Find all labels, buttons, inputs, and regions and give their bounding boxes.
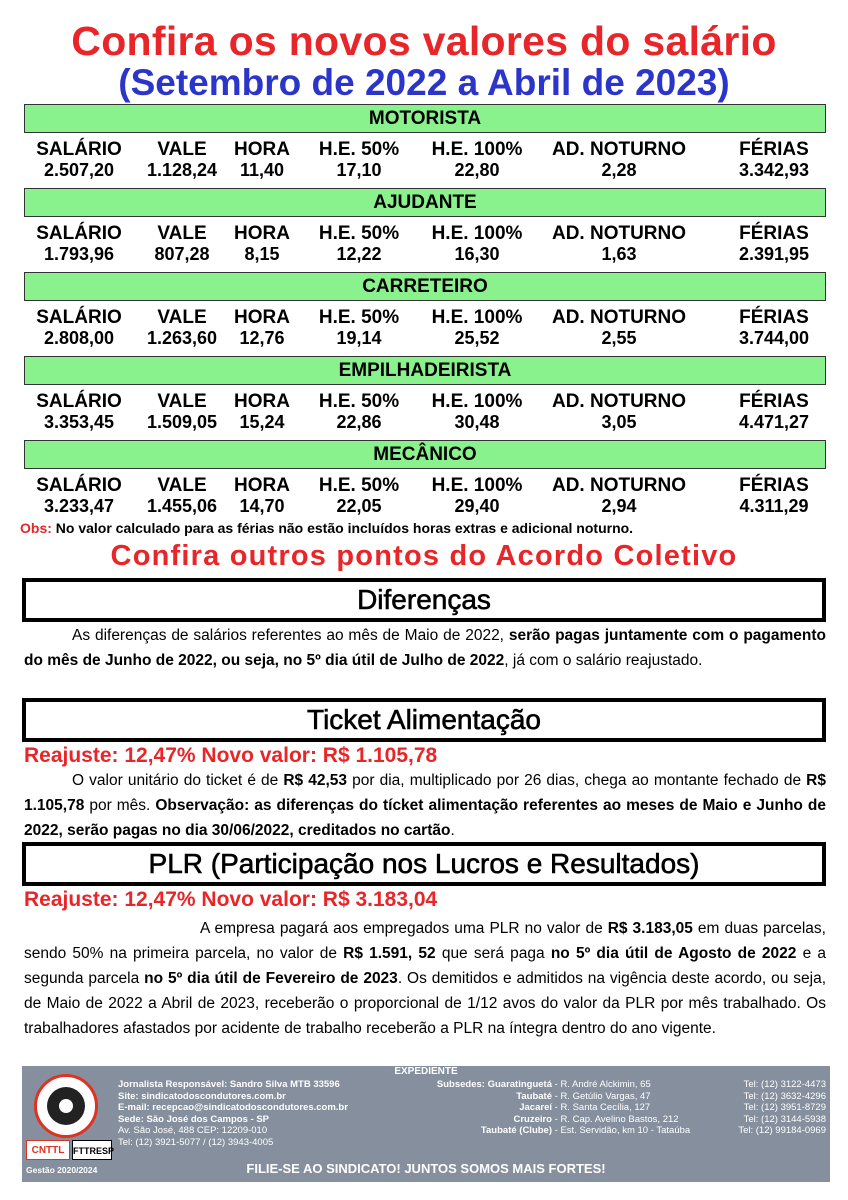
- column-label: SALÁRIO: [36, 139, 122, 160]
- fttresp-logo: FTTRESP: [72, 1140, 112, 1160]
- column-label: FÉRIAS: [739, 223, 809, 244]
- salary-value: 19,14: [336, 328, 382, 348]
- page-title: Confira os novos valores do salário: [71, 18, 777, 64]
- salary-value: 3.342,93: [738, 160, 810, 180]
- category-column-labels: [24, 139, 826, 161]
- salary-value: 3.233,47: [43, 496, 115, 516]
- salary-value: 1.263,60: [146, 328, 218, 348]
- salary-value: 3.744,00: [738, 328, 810, 348]
- category-header: MOTORISTA: [24, 104, 826, 133]
- category-values: [24, 495, 826, 517]
- diferencas-title: Diferenças: [22, 578, 826, 622]
- column-label: HORA: [234, 307, 290, 328]
- salary-value: 1.128,24: [146, 160, 218, 180]
- column-label: VALE: [157, 391, 207, 412]
- footer-contact: [118, 1079, 348, 1148]
- salary-value: 2,28: [601, 160, 637, 180]
- footer-subsede-phones: Tel: (12) 3122-4473 Tel: (12) 3632-4296 Tel: (12) 3951-8729 Tel: (12) 3144-5938 Tel: (12) 99184-0969: [738, 1079, 826, 1136]
- column-label: H.E. 50%: [318, 475, 400, 496]
- salary-value: 12,76: [239, 328, 285, 348]
- column-label: HORA: [234, 223, 290, 244]
- salary-value: 8,15: [244, 244, 280, 264]
- obs-text: No valor calculado para as férias não estão incluídos horas extras e adicional noturno.: [55, 520, 634, 536]
- salary-value: 807,28: [154, 244, 210, 264]
- gestao-label: Gestão 2020/2024: [26, 1165, 98, 1175]
- cnttl-logo: CNTTL: [26, 1140, 70, 1160]
- salary-value: 4.311,29: [739, 496, 809, 516]
- column-label: HORA: [234, 391, 290, 412]
- salary-value: 1,63: [601, 244, 637, 264]
- footer-jornalista: Jornalista Responsável: Sandro Silva MTB 33596: [118, 1079, 340, 1090]
- column-label: VALE: [157, 307, 207, 328]
- column-label: H.E. 50%: [318, 391, 400, 412]
- column-label: H.E. 100%: [431, 139, 523, 160]
- salary-value: 2.507,20: [43, 160, 115, 180]
- column-label: H.E. 100%: [431, 391, 523, 412]
- salary-value: 22,05: [336, 496, 382, 516]
- ticket-reajuste: Reajuste: 12,47% Novo valor: R$ 1.105,78: [24, 744, 438, 767]
- salary-value: 12,22: [336, 244, 382, 264]
- column-label: SALÁRIO: [36, 307, 122, 328]
- footer-endereco: Av. São José, 488 CEP: 12209-010: [118, 1125, 268, 1136]
- salary-value: 15,24: [239, 412, 285, 432]
- footer-site[interactable]: Site: sindicatodoscondutores.com.br: [118, 1090, 286, 1102]
- union-logo-icon: [34, 1074, 98, 1138]
- plr-title: PLR (Participação nos Lucros e Resultados): [22, 842, 826, 886]
- salary-value: 3,05: [601, 412, 637, 432]
- column-label: VALE: [157, 223, 207, 244]
- column-label: AD. NOTURNO: [551, 475, 687, 496]
- category-column-labels: [24, 223, 826, 245]
- salary-value: 11,40: [239, 160, 285, 180]
- column-label: H.E. 100%: [431, 223, 523, 244]
- footer-email[interactable]: E-mail: recepcao@sindicatodoscondutores.com.br: [118, 1102, 348, 1113]
- category-column-labels: [24, 391, 826, 413]
- salary-value: 22,80: [454, 160, 500, 180]
- salary-value: 4.471,27: [738, 412, 810, 432]
- column-label: AD. NOTURNO: [551, 391, 687, 412]
- column-label: HORA: [234, 475, 290, 496]
- section-title: Confira outros pontos do Acordo Coletivo: [110, 540, 738, 572]
- column-label: HORA: [234, 139, 290, 160]
- footer-subsedes: Subsedes: Guaratinguetá - R. André Alckimin, 65 Taubaté - R. Getúlio Vargas, 47 Jacareí - R. Santa Cecília, 127 Cruzeiro - R. Cap. Avelino Bastos, 212 Taubaté (Clube) - Est. Servidão, km 10 - Tataúba: [436, 1079, 691, 1136]
- salary-value: 2,94: [601, 496, 637, 516]
- ticket-paragraph: O valor unitário do ticket é de R$ 42,53 por dia, multiplicado por 26 dias, chega ao montante fechado de R$ 1.105,78 por mês. Observação: as diferenças do tícket alimentação referentes ao meses de Maio e Junho de 2022, serão pagas no dia 30/06/2022, creditados no cartão.: [24, 772, 826, 839]
- plr-reajuste: Reajuste: 12,47% Novo valor: R$ 3.183,04: [24, 888, 438, 911]
- salary-value: 3.353,45: [43, 412, 115, 432]
- ticket-title: Ticket Alimentação: [22, 698, 826, 742]
- category-column-labels: [24, 307, 826, 329]
- footer-sede: Sede: São José dos Campos - SP: [118, 1113, 269, 1125]
- column-label: VALE: [157, 475, 207, 496]
- salary-value: 2,55: [601, 328, 637, 348]
- category-header: MECÂNICO: [24, 440, 826, 469]
- salary-value: 1.509,05: [146, 412, 218, 432]
- column-label: SALÁRIO: [36, 391, 122, 412]
- column-label: FÉRIAS: [739, 139, 809, 160]
- category-header: EMPILHADEIRISTA: [24, 356, 826, 385]
- expediente-label: EXPEDIENTE: [394, 1066, 458, 1077]
- column-label: AD. NOTURNO: [551, 223, 687, 244]
- footer-tel-sede: Tel: (12) 3921-5077 / (12) 3943-4005: [118, 1136, 274, 1148]
- diferencas-paragraph: As diferenças de salários referentes ao mês de Maio de 2022, serão pagas juntamente com o pagamento do mês de Junho de 2022, ou seja, no 5º dia útil de Julho de 2022, já com o salário reajustado.: [24, 627, 826, 669]
- column-label: FÉRIAS: [739, 391, 809, 412]
- column-label: H.E. 100%: [431, 307, 523, 328]
- column-label: AD. NOTURNO: [551, 307, 687, 328]
- category-column-labels: [24, 475, 826, 497]
- salary-value: 14,70: [239, 496, 285, 516]
- plr-paragraph: A empresa pagará aos empregados uma PLR no valor de R$ 3.183,05 em duas parcelas, sendo 50% na primeira parcela, no valor de R$ 1.591, 52 que será paga no 5º dia útil de Agosto de 2022 e a segunda parcela no 5º dia útil de Fevereiro de 2023. Os demitidos e admitidos na vigência deste acordo, ou seja, de Maio de 2022 a Abril de 2023, receberão o proporcional de 1/12 avos do valor da PLR por mês trabalhado. Os trabalhadores afastados por acidente de trabalho receberão a PLR na íntegra dentro do ano vigente.: [24, 920, 827, 1037]
- salary-value: 2.808,00: [43, 328, 115, 348]
- footer-expediente: [22, 1066, 830, 1182]
- page-subtitle: (Setembro de 2022 a Abril de 2023): [118, 62, 730, 103]
- salary-value: 1.455,06: [146, 496, 218, 516]
- salary-value: 25,52: [454, 328, 500, 348]
- salary-value: 17,10: [336, 160, 382, 180]
- category-header: CARRETEIRO: [24, 272, 826, 301]
- column-label: FÉRIAS: [739, 475, 809, 496]
- column-label: H.E. 50%: [318, 139, 400, 160]
- salary-value: 22,86: [336, 412, 382, 432]
- column-label: SALÁRIO: [36, 223, 122, 244]
- category-values: [24, 243, 826, 265]
- column-label: AD. NOTURNO: [551, 139, 687, 160]
- category-values: [24, 411, 826, 433]
- category-values: [24, 159, 826, 181]
- column-label: H.E. 100%: [431, 475, 523, 496]
- column-label: VALE: [157, 139, 207, 160]
- salary-value: 29,40: [454, 496, 500, 516]
- category-header: AJUDANTE: [24, 188, 826, 217]
- column-label: FÉRIAS: [739, 307, 809, 328]
- category-values: [24, 327, 826, 349]
- salary-value: 16,30: [454, 244, 500, 264]
- salary-value: 30,48: [454, 412, 500, 432]
- footer-slogan: FILIE-SE AO SINDICATO! JUNTOS SOMOS MAIS FORTES!: [246, 1161, 606, 1176]
- obs-label: Obs:: [20, 520, 52, 536]
- obs-note: [20, 520, 633, 536]
- column-label: H.E. 50%: [318, 307, 400, 328]
- salary-value: 2.391,95: [738, 244, 810, 264]
- column-label: H.E. 50%: [318, 223, 400, 244]
- column-label: SALÁRIO: [36, 475, 122, 496]
- salary-value: 1.793,96: [43, 244, 115, 264]
